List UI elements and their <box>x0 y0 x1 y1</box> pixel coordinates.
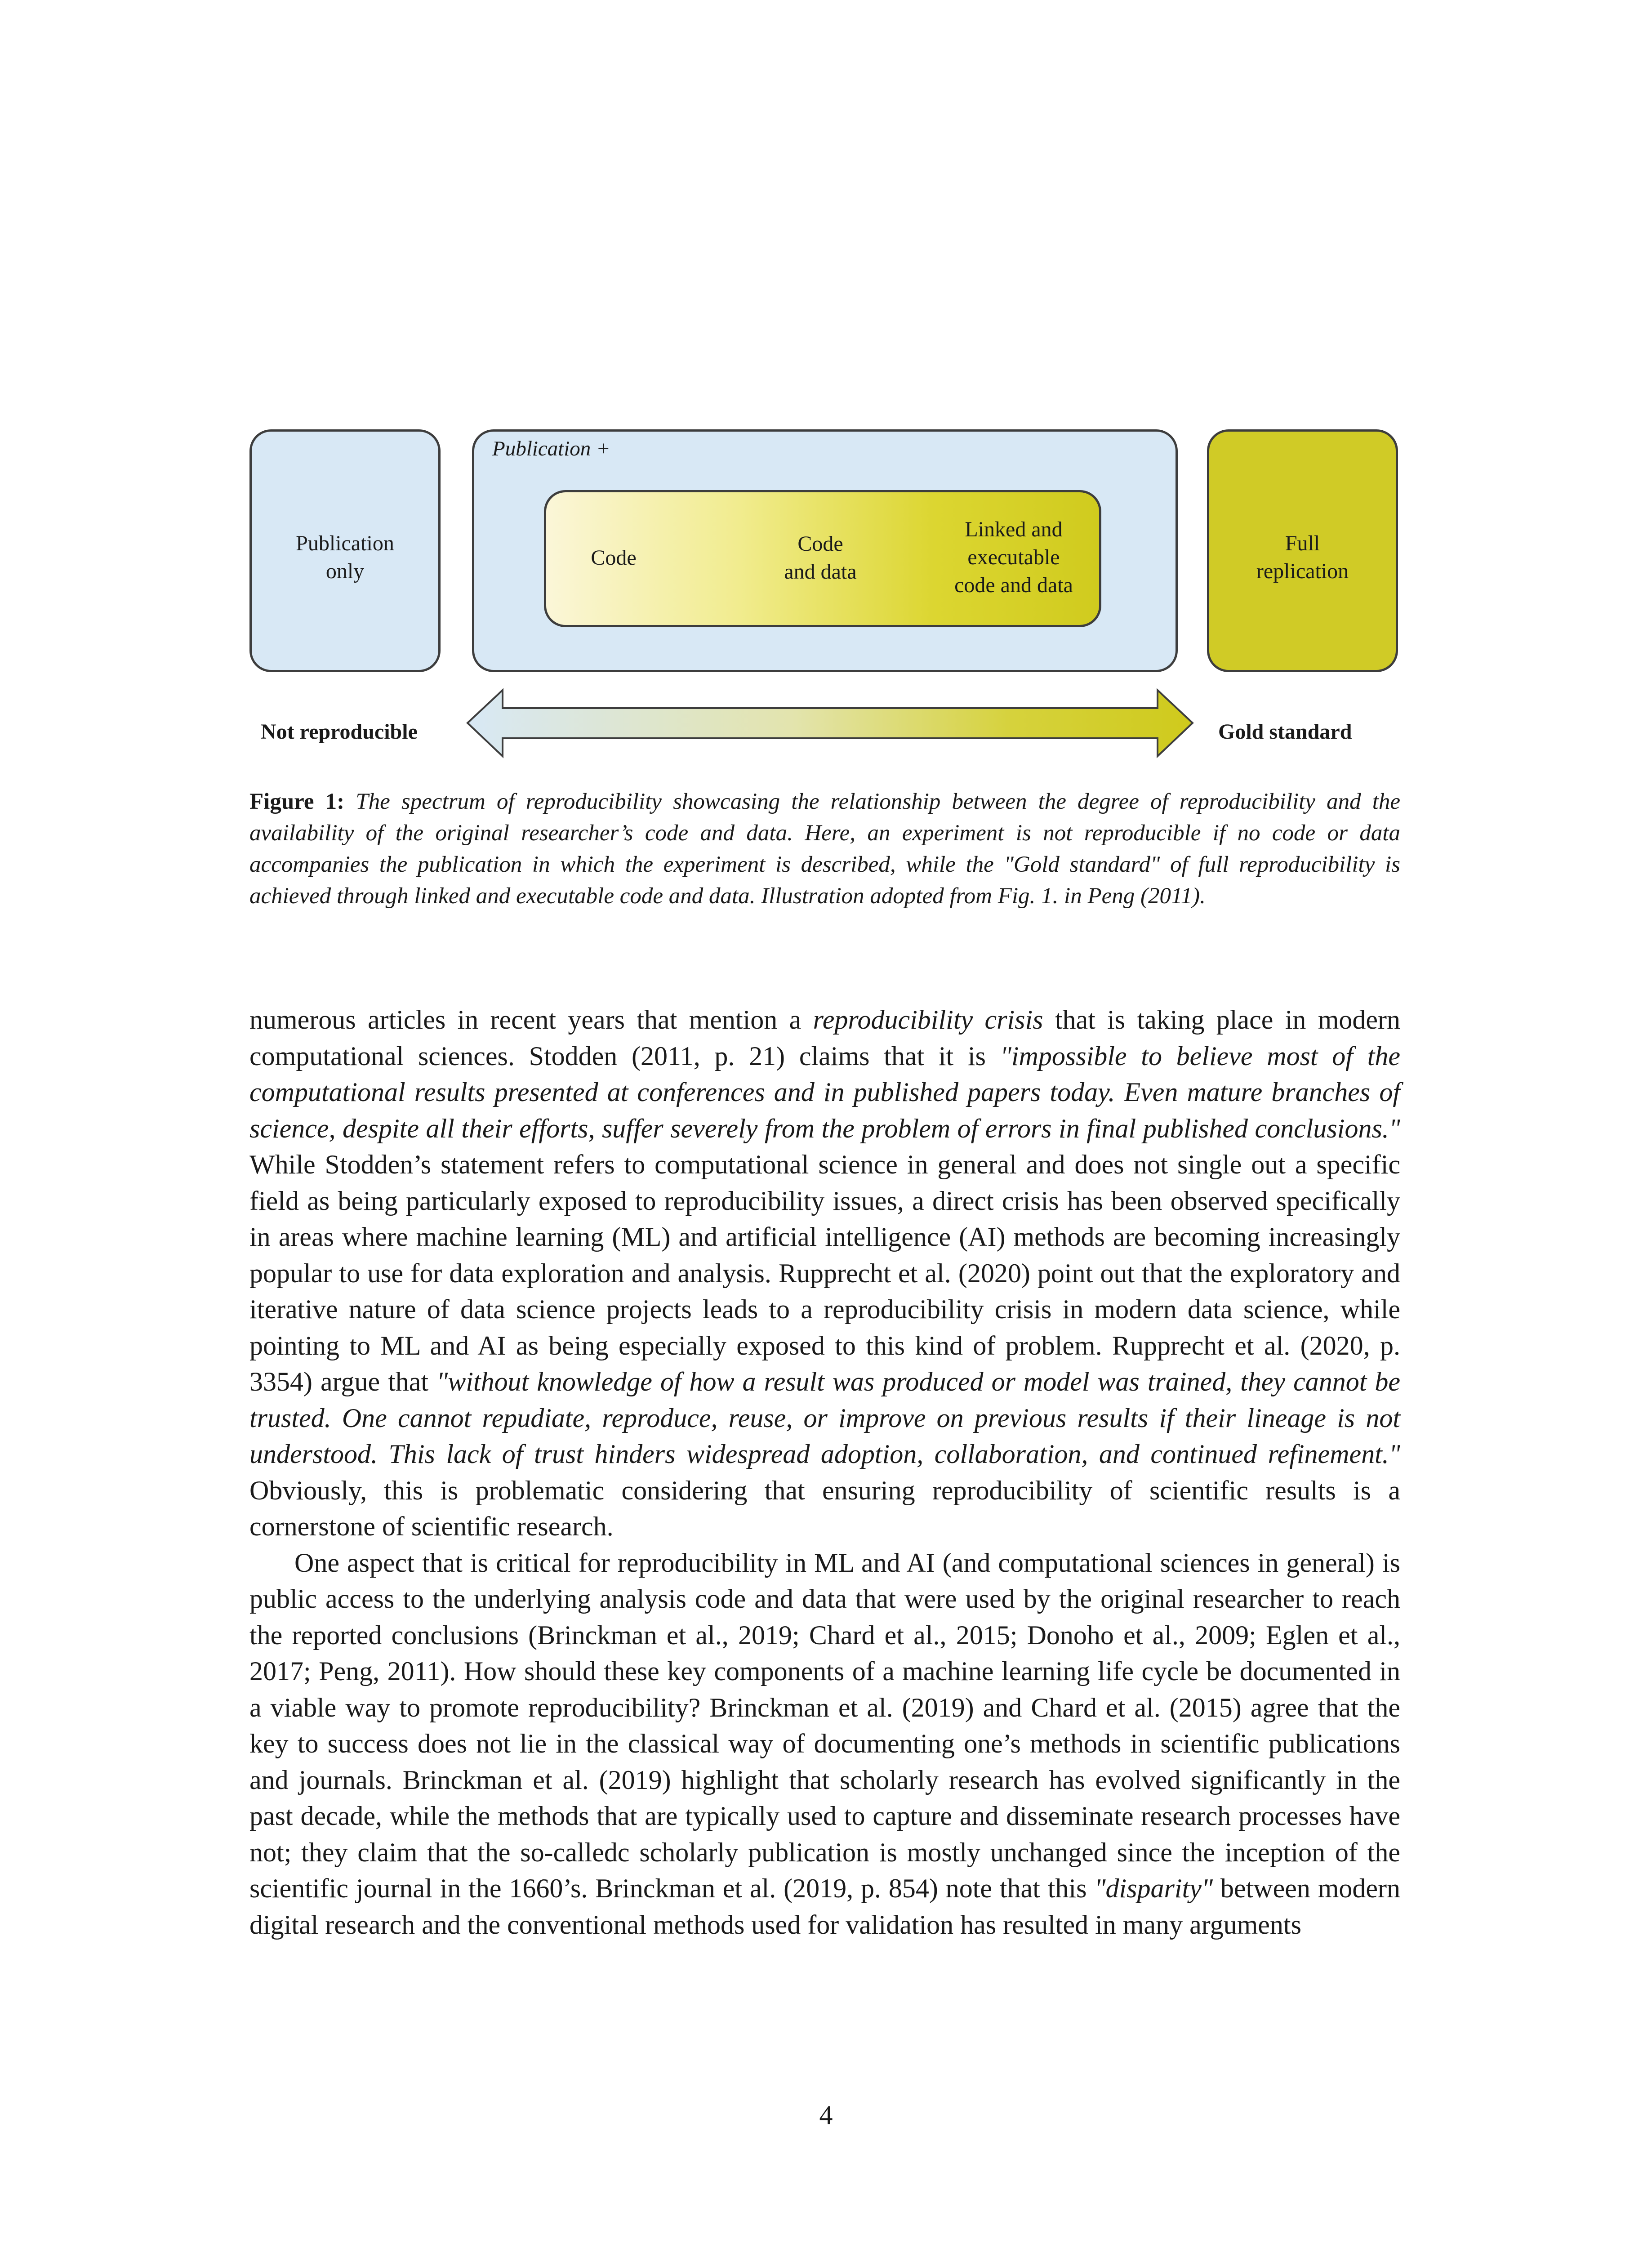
paragraph-2 <box>249 1545 1400 1943</box>
body-text <box>249 1002 1400 1943</box>
not-reproducible-label: Not reproducible <box>261 720 418 744</box>
code-data-gradient-box <box>544 490 1101 627</box>
gold-standard-label: Gold standard <box>1218 720 1352 744</box>
text-run: Obviously, this is problematic considering that ensuring reproducibility of scientific results is a cornerstone of scientific research. <box>249 1475 1400 1541</box>
full-replication-label: Full replication <box>1256 531 1349 583</box>
italic-run: "impossible to believe most of the computational results presented at conferences and in published papers today. Even mature branches of science, despite all their efforts, suffer severely from the problem of errors in final published conclusions." <box>249 1041 1400 1143</box>
italic-run: "disparity" <box>1094 1873 1213 1903</box>
page-number: 4 <box>819 2100 833 2130</box>
text-run: One aspect that is critical for reproducibility in ML and AI (and computational sciences in general) is public access to the underlying analysis code and data that were used by the original researcher to reach the reported conclusions (Brinckman et al., 2019; Chard et al., 2015; Donoho et al., 2009; Eglen et al., 2017; Peng, 2011). How should these key components of a machine learning life cycle be documented in a viable way to promote reproducibility? Brinckman et al. (2019) and Chard et al. (2015) agree that the key to success does not lie in the classical way of documenting one’s methods in scientific publications and journals. Brinckman et al. (2019) highlight that scholarly research has evolved significantly in the past decade, while the methods that are typically used to capture and disseminate research processes have not; they claim that the so-calledc scholarly publication is mostly unchanged since the inception of the scientific journal in the 1660’s. Brinckman et al. (2019, p. 854) note that this <box>249 1548 1400 1903</box>
paragraph-1 <box>249 1002 1400 1545</box>
text-run: numerous articles in recent years that mention a <box>249 1005 813 1035</box>
stage-linked-executable-label: Linked and executable code and data <box>954 517 1073 597</box>
caption-lead: Figure 1: <box>249 789 345 814</box>
caption-text: The spectrum of reproducibility showcasing the relationship between the degree of reproducibility and the availability of the original researcher’s code and data. Here, an experiment is not reproducible if no code or data accompanies the publication in which the experiment is described, while the "Gold standard" of full reproducibility is achieved through linked and executable code and data. Illustration adopted from Fig. 1. in Peng (2011). <box>249 789 1400 909</box>
publication-only-label: Publication only <box>296 531 394 583</box>
reproducibility-spectrum-figure <box>249 423 1400 764</box>
text-run: that is taking place in modern computational sciences. Stodden (2011, p. 21) claims that it is <box>249 1005 1400 1071</box>
text-run: between modern digital research and the conventional methods used for validation has resulted in many arguments <box>249 1873 1400 1940</box>
figure-caption <box>249 786 1400 912</box>
italic-run: reproducibility crisis <box>813 1005 1043 1035</box>
stage-code-and-data-label: Code and data <box>784 532 857 584</box>
text-run: While Stodden’s statement refers to computational science in general and does not single out a specific field as being particularly exposed to reproducibility issues, a direct crisis has been observed specifically in areas where machine learning (ML) and artificial intelligence (AI) methods are becoming increasingly popular to use for data exploration and analysis. Rupprecht et al. (2020) point out that the exploratory and iterative nature of data science projects leads to a reproducibility crisis in modern data science, while pointing to ML and AI as being especially exposed to this kind of problem. Rupprecht et al. (2020, p. 3354) argue that <box>249 1150 1400 1396</box>
stage-code-label: Code <box>591 546 637 570</box>
publication-only-box <box>249 429 441 672</box>
publication-plus-label: Publication + <box>492 437 610 460</box>
italic-run: "without knowledge of how a result was produced or model was trained, they cannot be trusted. One cannot repudiate, reproduce, reuse, or improve on previous results if their lineage is not understood. This lack of trust hinders widespread adoption, collaboration, and continued refinement." <box>249 1367 1401 1469</box>
full-replication-box <box>1207 429 1398 672</box>
reproducibility-arrow <box>465 688 1196 760</box>
